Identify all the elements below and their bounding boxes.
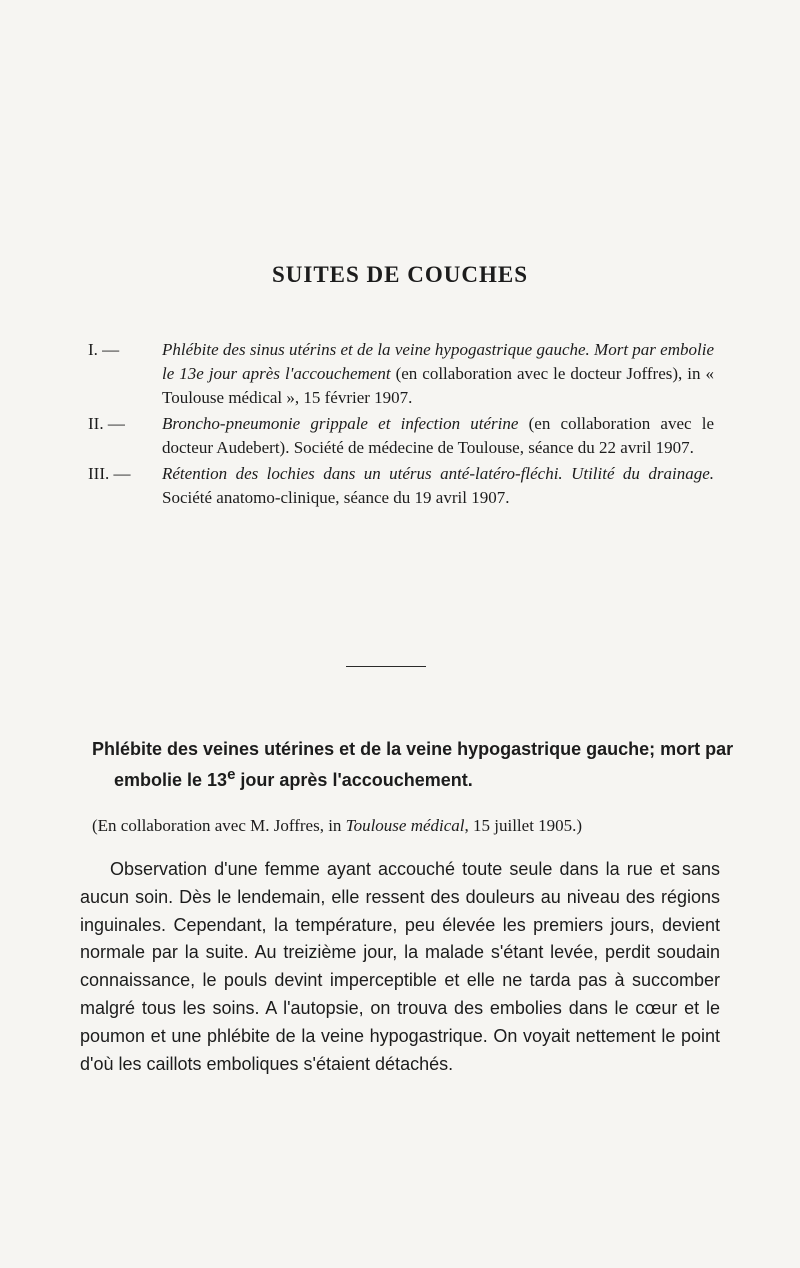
reference-item-2 bbox=[88, 412, 714, 460]
collab-date: , 15 juillet 1905.) bbox=[464, 816, 583, 835]
article-body: Observation d'une femme ayant accouché toute seule dans la rue et sans aucun soin. Dès le lendemain, elle ressent des douleurs au niveau des régions inguinales. Cependant, la température, peu élevée les premiers jours, devient normale par la suite. Au treizième jour, la malade s'étant levée, perdit soudain connaissance, le pouls devint imperceptible et elle ne tarda pas à succomber malgré tous les soins. A l'autopsie, on trouva des embolies dans le cœur et le poumon et une phlébite de la veine hypogastrique. On voyait nettement le point d'où les caillots emboliques s'étaient détachés. bbox=[80, 859, 720, 1074]
reference-details: Société anatomo-clinique, séance du 19 avril 1907. bbox=[162, 488, 510, 507]
reference-title: Rétention des lochies dans un utérus anté-latéro-fléchi. Utilité du drainage. bbox=[162, 464, 714, 483]
article-title-part: jour après l'accouchement. bbox=[235, 770, 473, 790]
collab-text: (En collaboration avec M. Joffres, in bbox=[92, 816, 346, 835]
article-title bbox=[92, 736, 740, 793]
article-title-part: Phlébite des veines utérines et de la veine hypogastrique gauche; mort par embolie le 13 bbox=[92, 739, 734, 790]
reference-details: (en collaboration avec le docteur Audebert). Société de médecine de Toulouse, séance du 22 avril 1907. bbox=[162, 414, 714, 457]
reference-item-1 bbox=[88, 338, 714, 410]
section-divider bbox=[346, 666, 426, 667]
article-collaboration bbox=[92, 816, 722, 836]
reference-number: II. — bbox=[88, 414, 125, 433]
section-title: SUITES DE COUCHES bbox=[271, 262, 529, 287]
reference-details: (en collaboration avec le docteur Joffres), in « Toulouse médical », 15 février 1907. bbox=[162, 364, 715, 407]
reference-title: Phlébite des sinus utérins et de la veine hypogastrique gauche. Mort par embolie le 13e jour après l'accouchement bbox=[162, 340, 714, 383]
reference-item-3 bbox=[88, 462, 714, 510]
reference-number: III. — bbox=[88, 464, 131, 483]
reference-list bbox=[88, 338, 714, 512]
reference-number: I. — bbox=[88, 340, 120, 359]
reference-title: Broncho-pneumonie grippale et infection utérine bbox=[162, 414, 519, 433]
article-title-superscript: e bbox=[227, 766, 236, 783]
collab-journal: Toulouse médical bbox=[345, 816, 465, 835]
